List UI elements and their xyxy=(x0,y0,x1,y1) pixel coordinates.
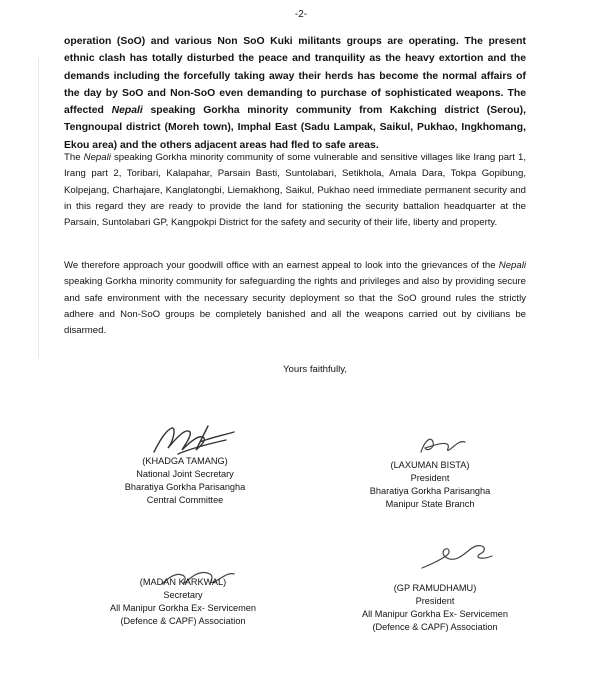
signature-laxuman-bista xyxy=(415,432,471,458)
signatory-block-2 xyxy=(350,459,510,511)
signatory-org: Manipur State Branch xyxy=(385,499,475,509)
signature-gp-ramudhamu xyxy=(418,540,496,574)
page-number: -2- xyxy=(294,9,308,20)
signatory-name: (GP RAMUDHAMU) xyxy=(393,583,477,593)
signatory-org: Bharatiya Gorkha Parisangha xyxy=(369,486,491,496)
signatory-org: All Manipur Gorkha Ex- Servicemen xyxy=(109,603,257,613)
paragraph-1: operation (SoO) and various Non SoO Kuki militants groups are operating. The present ethnic clash has totally disturbed the peace and tranquility as the heavy extortion and the demands including the forcefully taking away their herds has become the normal affairs of the day by SoO and Non-SoO even demanding to purchase of sophisticated weapons. The affected Nepali speaking Gorkha minority community from Kakching district (Serou), Tengnoupal district (Moreh town), Imphal East (Sadu Lampak, Saikul, Pukhao, Ingkhomang, Ekou area) and the others adjacent areas had fled to safe areas. xyxy=(64,36,527,151)
signatory-name: (MADAN KARKWAL) xyxy=(139,577,227,587)
signatory-name: (LAXUMAN BISTA) xyxy=(390,460,470,470)
signatory-org: (Defence & CAPF) Association xyxy=(372,622,498,632)
signatory-org: All Manipur Gorkha Ex- Servicemen xyxy=(361,609,509,619)
paragraph-3: We therefore approach your goodwill office with an earnest appeal to look into the grievances of the Nepali speaking Gorkha minority community for safeguarding the rights and privileges and also by providing secure and safe environment with the necessary security deployment so that the SoO ground rules the strictly adhere and Non-SoO groups be completely banished and all the weapons carried out by civilians be disarmed. xyxy=(64,260,526,337)
closing-salutation: Yours faithfully, xyxy=(283,364,347,375)
signatory-name: (KHADGA TAMANG) xyxy=(142,456,228,466)
signatory-block-1 xyxy=(105,455,265,507)
scan-edge-line xyxy=(38,58,39,358)
paragraph-2: The Nepali speaking Gorkha minority community of some vulnerable and sensitive villages like Irang part 1, Irang part 2, Toribari, Kalapahar, Parsain Basti, Suntolabari, Setikhola, Amala Dara, Tokpa Gopibung, Kolpejang, Charhajare, Kanglatongbi, Liemakhong, Saikul, Pukhao need immediate permanent security and in this regard they are ready to provide the land for stationing the security battalion headquarter at the Parsain, Suntolabari GP, Kangpokpi District for the safety and security of their life, liberty and property. xyxy=(64,152,526,229)
signatory-org: Central Committee xyxy=(146,495,224,505)
signatory-title: President xyxy=(415,596,455,606)
signatory-org: (Defence & CAPF) Association xyxy=(120,616,246,626)
signatory-org: Bharatiya Gorkha Parisangha xyxy=(124,482,246,492)
signatory-title: President xyxy=(410,473,450,483)
signatory-block-3 xyxy=(98,576,268,628)
signature-khadga-tamang xyxy=(148,418,240,460)
signatory-block-4 xyxy=(350,582,520,634)
signatory-title: National Joint Secretary xyxy=(136,469,234,479)
signatory-title: Secretary xyxy=(163,590,203,600)
